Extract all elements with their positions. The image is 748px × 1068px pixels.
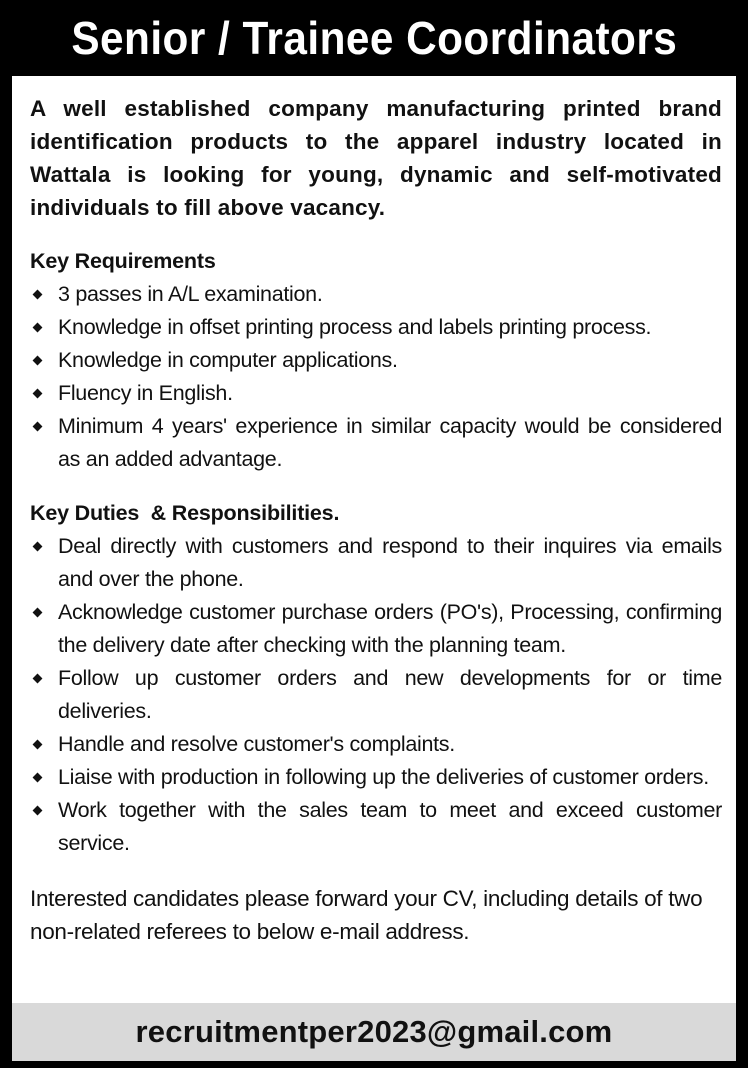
closing-paragraph: Interested candidates please forward your CV, including details of two non-related referees to below e-mail address. (30, 886, 703, 944)
duties-list (30, 530, 722, 860)
diamond-bullet-icon (33, 674, 43, 684)
requirement-text: Minimum 4 years' experience in similar capacity would be considered as an added advantage. (58, 414, 722, 471)
requirement-text: 3 passes in A/L examination. (58, 282, 323, 306)
list-item (30, 410, 722, 476)
requirement-text: Knowledge in computer applications. (58, 348, 398, 372)
content-panel (12, 76, 736, 1003)
diamond-bullet-icon (33, 422, 43, 432)
diamond-bullet-icon (33, 356, 43, 366)
duty-text: Handle and resolve customer's complaints. (58, 732, 455, 756)
diamond-bullet-icon (33, 806, 43, 816)
diamond-bullet-icon (33, 773, 43, 783)
diamond-bullet-icon (33, 740, 43, 750)
requirements-heading: Key Requirements (30, 249, 216, 273)
list-item (30, 344, 722, 377)
list-item (30, 377, 722, 410)
list-item (30, 761, 722, 794)
intro-paragraph: A well established company manufacturing printed brand identification products to the apparel industry located in Wattala is looking for young, dynamic and self-motivated individuals to fill above vacancy. (30, 96, 722, 220)
duty-text: Follow up customer orders and new developments for or time deliveries. (58, 666, 722, 723)
duty-text: Liaise with production in following up the deliveries of customer orders. (58, 765, 709, 789)
requirement-text: Knowledge in offset printing process and labels printing process. (58, 315, 652, 339)
diamond-bullet-icon (33, 542, 43, 552)
list-item (30, 278, 722, 311)
list-item (30, 311, 722, 344)
header-bar (0, 0, 748, 76)
list-item (30, 662, 722, 728)
list-item (30, 596, 722, 662)
diamond-bullet-icon (33, 323, 43, 333)
diamond-bullet-icon (33, 389, 43, 399)
duty-text: Deal directly with customers and respond to their inquires via emails and over the phone. (58, 534, 722, 591)
duty-text: Acknowledge customer purchase orders (PO's), Processing, confirming the delivery date after checking with the planning team. (58, 600, 722, 657)
list-item (30, 728, 722, 761)
diamond-bullet-icon (33, 290, 43, 300)
email-banner (12, 1003, 736, 1061)
page-title: Senior / Trainee Coordinators (71, 12, 677, 64)
list-item (30, 794, 722, 860)
list-item (30, 530, 722, 596)
diamond-bullet-icon (33, 608, 43, 618)
duty-text: Work together with the sales team to meet and exceed customer service. (58, 798, 722, 855)
contact-email[interactable]: recruitmentper2023@gmail.com (135, 1014, 613, 1049)
requirements-list (30, 278, 722, 476)
requirement-text: Fluency in English. (58, 381, 233, 405)
duties-heading: Key Duties & Responsibilities. (30, 501, 340, 525)
